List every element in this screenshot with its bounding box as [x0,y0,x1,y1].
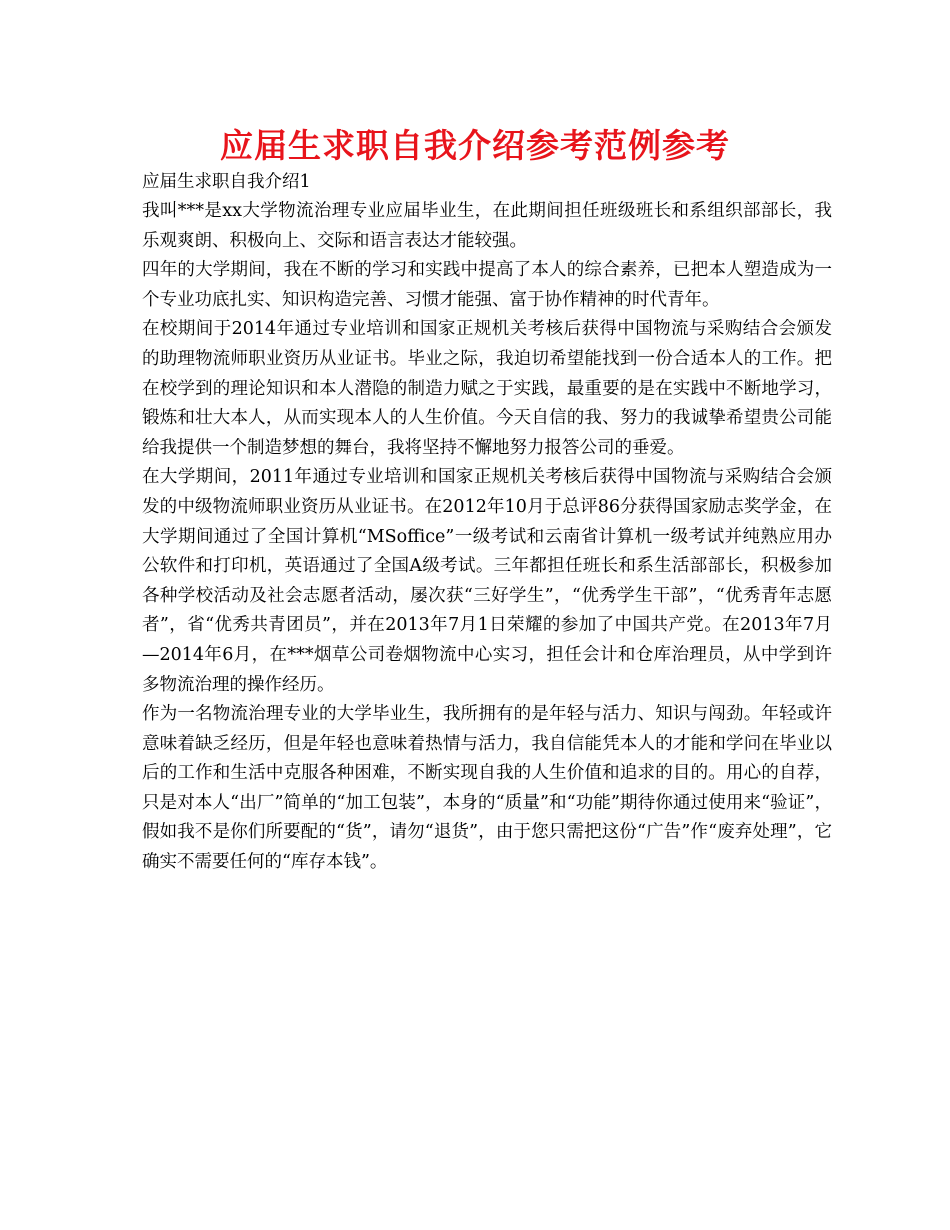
section-subheading: 应届生求职自我介绍1 [142,172,311,192]
document-title: 应届生求职自我介绍参考范例参考 [220,126,730,165]
paragraph-self-recommendation: 作为一名物流治理专业的大学毕业生，我所拥有的是年轻与活力、知识与闯劲。年轻或许意味着缺乏经历，但是年轻也意味着热情与活力，我自信能凭本人的才能和学问在毕业以后的工作和生活中克服各种困难，不断实现自我的人生价值和追求的目的。用心的自荐，只是对本人“出厂”简单的“加工包装”，本身的“质量”和“功能”期待你通过使用来“验证”，假如我不是你们所要配的“货”，请勿“退货”，由于您只需把这份“广告”作“废弃处理”，它确实不需要任何的“库存本钱”。 [142,704,832,873]
paragraph-achievements: 在大学期间，2011年通过专业培训和国家正规机关考核后获得中国物流与采购结合会颁发的中级物流师职业资历从业证书。在2012年10月于总评86分获得国家励志奖学金，在大学期间通过了全国计算机“MSoffice”一级考试和云南省计算机一级考试并纯熟应用办公软件和打印机，英语通过了全国A级考试。三年都担任班长和系生活部部长，积极参加各种学校活动及社会志愿者活动，屡次获“三好学生”，“优秀学生干部”，“优秀青年志愿者”，省“优秀共青团员”，并在2013年7月1日荣耀的参加了中国共产党。在2013年7月—2014年6月，在***烟草公司卷烟物流中心实习，担任会计和仓库治理员，从中学到许多物流治理的操作经历。 [142,467,832,695]
document-body [142,168,832,878]
paragraph-intro: 我叫***是xx大学物流治理专业应届毕业生，在此期间担任班级班长和系组织部部长，我乐观爽朗、积极向上、交际和语言表达才能较强。 [142,201,832,251]
paragraph-university-years: 四年的大学期间，我在不断的学习和实践中提高了本人的综合素养，已把本人塑造成为一个专业功底扎实、知识构造完善、习惯才能强、富于协作精神的时代青年。 [142,260,832,310]
paragraph-certificate-career: 在校期间于2014年通过专业培训和国家正规机关考核后获得中国物流与采购结合会颁发的助理物流师职业资历从业证书。毕业之际，我迫切希望能找到一份合适本人的工作。把在校学到的理论知识和本人潜隐的制造力赋之于实践，最重要的是在实践中不断地学习，锻炼和壮大本人，从而实现本人的人生价值。今天自信的我、努力的我诚挚希望贵公司能给我提供一个制造梦想的舞台，我将坚持不懈地努力报答公司的垂爱。 [142,319,832,458]
